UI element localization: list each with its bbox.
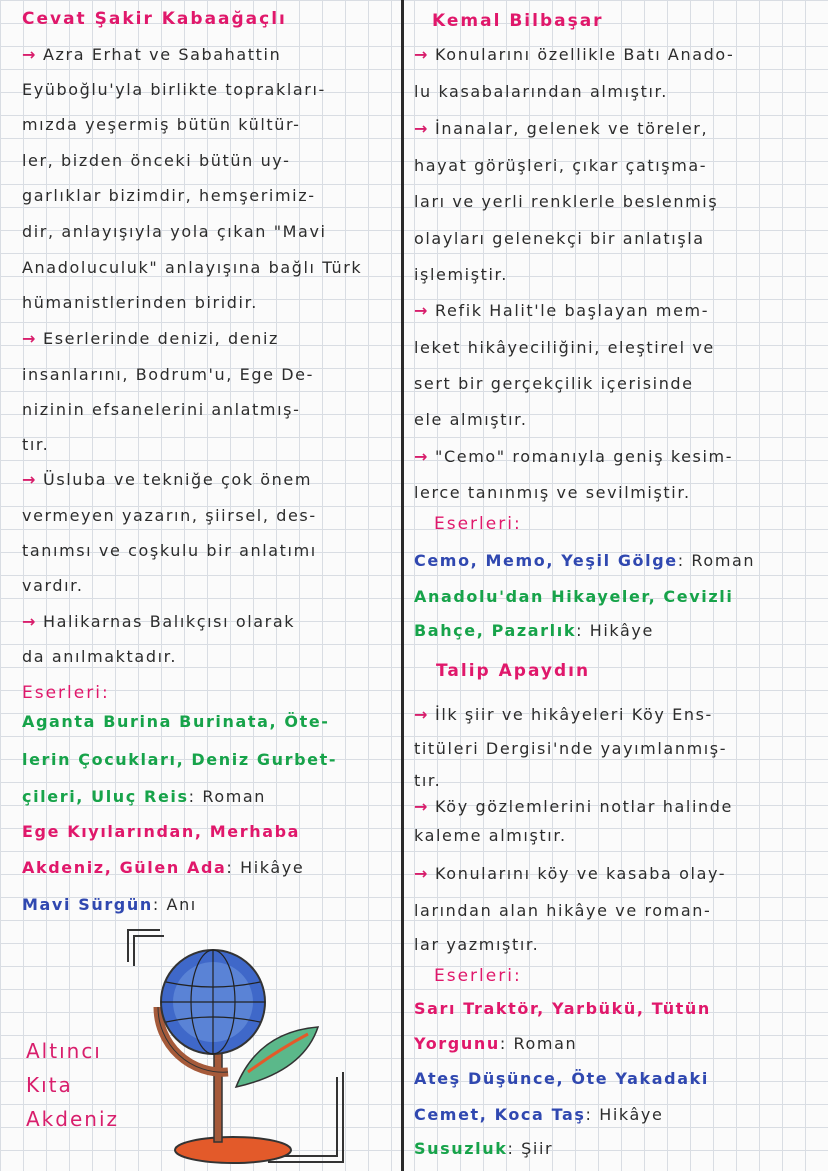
work-segment: Ege Kıyılarından, Merhaba xyxy=(22,822,301,841)
text-line xyxy=(22,292,258,314)
author-title: Kemal Bilbaşar xyxy=(432,11,604,31)
line-text: vardır. xyxy=(22,576,84,595)
text-line xyxy=(414,482,691,504)
text-line xyxy=(414,796,733,818)
work-segment: : Hikâye xyxy=(585,1105,664,1124)
text-line xyxy=(414,446,733,468)
line-text: leket hikâyeciliğini, eleştirel ve xyxy=(414,338,715,357)
work-segment: Bahçe, Pazarlık xyxy=(414,621,577,640)
text-line xyxy=(22,221,327,243)
arrow-icon: → xyxy=(22,45,38,64)
work-segment: Ateş Düşünce, Öte Yakadaki xyxy=(414,1069,709,1088)
line-text: kaleme almıştır. xyxy=(414,826,567,845)
works-line xyxy=(414,1104,663,1126)
text-line xyxy=(414,44,734,66)
arrow-icon: → xyxy=(22,612,38,631)
text-line xyxy=(414,934,539,956)
arrow-icon: → xyxy=(414,301,430,320)
text-line xyxy=(22,114,301,136)
line-text: İlk şiir ve hikâyeleri Köy Ens- xyxy=(435,705,713,724)
works-line xyxy=(414,1138,553,1160)
work-segment: Yorgunu xyxy=(414,1034,500,1053)
line-text: lu kasabalarından almıştır. xyxy=(414,82,668,101)
works-line xyxy=(22,786,266,808)
arrow-icon: → xyxy=(414,797,430,816)
work-segment: Cemo, Memo, Yeşil Gölge xyxy=(414,551,678,570)
work-segment: Anadolu'dan Hikayeler, Cevizli xyxy=(414,587,734,606)
work-segment: : Roman xyxy=(188,787,267,806)
arrow-icon: → xyxy=(414,119,430,138)
work-segment: : Anı xyxy=(152,895,197,914)
line-text: Azra Erhat ve Sabahattin xyxy=(43,45,282,64)
work-segment: Cemet, Koca Taş xyxy=(414,1105,586,1124)
line-text: sert bir gerçekçilik içerisinde xyxy=(414,374,694,393)
work-segment: Aganta Burina Burinata, Öte- xyxy=(22,712,330,731)
line-text: işlemiştir. xyxy=(414,265,508,284)
author-title: Cevat Şakir Kabaağaçlı xyxy=(22,9,287,29)
text-line xyxy=(22,434,49,456)
text-line xyxy=(22,575,84,597)
work-segment: : Şiir xyxy=(507,1139,554,1158)
line-text: İnanalar, gelenek ve töreler, xyxy=(435,119,709,138)
line-text: larından alan hikâye ve roman- xyxy=(414,901,712,920)
line-text: Refik Halit'le başlayan mem- xyxy=(435,301,710,320)
line-text: vermeyen yazarın, şiirsel, des- xyxy=(22,506,317,525)
line-text: garlıklar bizimdir, hemşerimiz- xyxy=(22,186,316,205)
line-text: hayat görüşleri, çıkar çatışma- xyxy=(414,156,708,175)
line-text: olayları gelenekçi bir anlatışla xyxy=(414,229,705,248)
work-segment: Sarı Traktör, Yarbükü, Tütün xyxy=(414,999,711,1018)
caption-word: Kıta xyxy=(26,1073,73,1097)
text-line xyxy=(22,150,290,172)
works-line xyxy=(414,620,654,642)
text-line xyxy=(414,228,705,250)
line-text: lar yazmıştır. xyxy=(414,935,540,954)
line-text: Eserlerinde denizi, deniz xyxy=(43,329,280,348)
text-line xyxy=(22,328,279,350)
text-line xyxy=(22,364,314,386)
text-line xyxy=(22,505,317,527)
text-line xyxy=(414,191,718,213)
works-line xyxy=(22,857,304,879)
text-line xyxy=(414,264,508,286)
text-line xyxy=(414,155,707,177)
line-text: "Cemo" romanıyla geniş kesim- xyxy=(435,447,734,466)
line-text: Eyüboğlu'yla birlikte toprakları- xyxy=(22,80,326,99)
line-text: lerce tanınmış ve sevilmiştir. xyxy=(414,483,691,502)
text-line xyxy=(414,863,726,885)
line-text: Üsluba ve tekniğe çok önem xyxy=(43,470,313,489)
arrow-icon: → xyxy=(414,864,430,883)
line-text: Köy gözlemlerini notlar halinde xyxy=(435,797,733,816)
text-line xyxy=(414,337,715,359)
line-text: da anılmaktadır. xyxy=(22,647,178,666)
line-text: tır. xyxy=(414,771,442,790)
work-segment: lerin Çocukları, Deniz Gurbet- xyxy=(22,750,338,769)
line-text: titüleri Dergisi'nde yayımlanmış- xyxy=(414,739,728,758)
caption-word: Altıncı xyxy=(26,1039,102,1063)
arrow-icon: → xyxy=(414,705,430,724)
works-line xyxy=(22,711,330,733)
works-line xyxy=(414,550,755,572)
text-line xyxy=(22,399,300,421)
line-text: nizinin efsanelerini anlatmış- xyxy=(22,400,301,419)
text-line xyxy=(22,79,326,101)
line-text: Halikarnas Balıkçısı olarak xyxy=(43,612,296,631)
line-text: ler, bizden önceki bütün uy- xyxy=(22,151,291,170)
text-line xyxy=(414,409,528,431)
globe-illustration xyxy=(118,922,348,1167)
text-line xyxy=(414,300,709,322)
line-text: Konularını köy ve kasaba olay- xyxy=(435,864,727,883)
works-line xyxy=(414,998,711,1020)
text-line xyxy=(22,540,317,562)
works-line xyxy=(414,1068,709,1090)
work-segment: : Roman xyxy=(677,551,756,570)
text-line xyxy=(414,704,713,726)
text-line xyxy=(22,611,295,633)
line-text: tır. xyxy=(22,435,50,454)
works-line xyxy=(22,821,300,843)
line-text: Konularını özellikle Batı Anado- xyxy=(435,45,735,64)
text-line xyxy=(22,469,312,491)
text-line xyxy=(414,900,711,922)
caption-word: Akdeniz xyxy=(26,1107,119,1131)
column-divider xyxy=(401,0,404,1171)
text-line xyxy=(22,257,362,279)
text-line xyxy=(22,646,177,668)
work-segment: çileri, Uluç Reis xyxy=(22,787,189,806)
line-text: Anadoluculuk" anlayışına bağlı Türk xyxy=(22,258,363,277)
works-header: Eserleri: xyxy=(434,514,522,534)
arrow-icon: → xyxy=(414,447,430,466)
line-text: ele almıştır. xyxy=(414,410,528,429)
work-segment: Susuzluk xyxy=(414,1139,508,1158)
text-line xyxy=(414,118,708,140)
line-text: mızda yeşermiş bütün kültür- xyxy=(22,115,301,134)
work-segment: Mavi Sürgün xyxy=(22,895,153,914)
text-line xyxy=(414,825,567,847)
work-segment: : Hikâye xyxy=(576,621,654,640)
arrow-icon: → xyxy=(22,329,38,348)
work-segment: : Hikâye xyxy=(226,858,305,877)
text-line xyxy=(414,770,441,792)
works-line xyxy=(414,586,733,608)
works-header: Eserleri: xyxy=(22,683,110,703)
works-header: Eserleri: xyxy=(434,966,522,986)
text-line xyxy=(414,738,727,760)
work-segment: : Roman xyxy=(499,1034,578,1053)
line-text: dir, anlayışıyla yola çıkan "Mavi xyxy=(22,222,327,241)
works-line xyxy=(414,1033,577,1055)
line-text: hümanistlerinden biridir. xyxy=(22,293,258,312)
text-line xyxy=(22,44,281,66)
works-line xyxy=(22,749,337,771)
arrow-icon: → xyxy=(22,470,38,489)
author-title: Talip Apaydın xyxy=(436,661,591,681)
works-line xyxy=(22,894,197,916)
line-text: ları ve yerli renklerle beslenmiş xyxy=(414,192,719,211)
work-segment: Akdeniz, Gülen Ada xyxy=(22,858,227,877)
text-line xyxy=(414,81,668,103)
arrow-icon: → xyxy=(414,45,430,64)
line-text: insanlarını, Bodrum'u, Ege De- xyxy=(22,365,314,384)
line-text: tanımsı ve coşkulu bir anlatımı xyxy=(22,541,317,560)
text-line xyxy=(414,373,694,395)
text-line xyxy=(22,185,316,207)
